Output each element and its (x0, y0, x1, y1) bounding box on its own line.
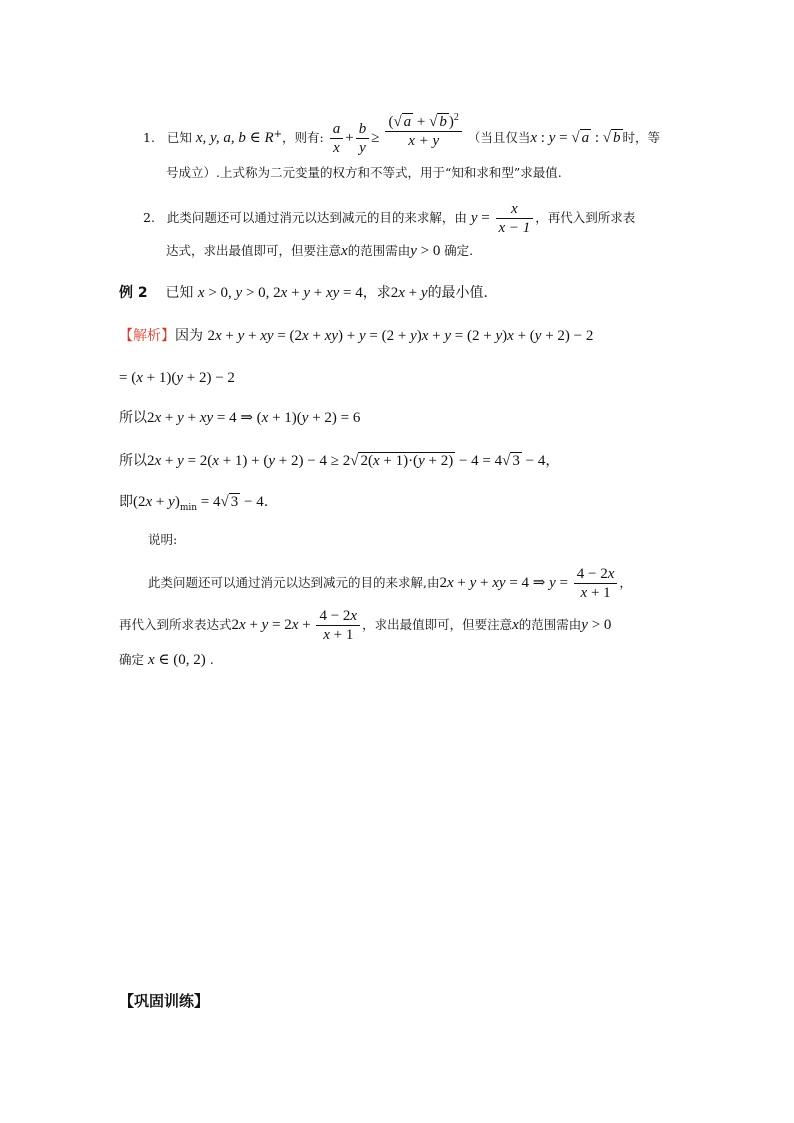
fraction-4-minus-2x-over-x-plus-1: $\frac{4 - 2x}{x + 1}$ (574, 565, 618, 602)
solution-line-3: 所以2x + y + xy = 4 ⇒ (x + 1)(y + 2) = 6 (119, 410, 361, 426)
section-title: 【巩固训练】 (119, 992, 210, 1010)
solution-line-4: 所以2x + y = 2(x + 1) + (y + 2) − 4 ≥ 2√ 2(x + 1)·(y + 2) − 4 = 4√ 3 − 4， (119, 453, 560, 469)
solution-line-2: = (x + 1)(y + 2) − 2 (119, 370, 235, 386)
example-label: 例 2 (119, 285, 148, 301)
fraction-a-over-x: $\frac{a}{x}$ (330, 120, 344, 157)
item-2: 2. 此类问题还可以通过消元以达到减元的目的来求解，由 y = $\frac{x}{x - 1}$ ，再代入到所求表 (143, 201, 636, 236)
item-1-line-2: 号成立）.上式称为二元变量的权方和不等式，用于“知和求和型”求最值. (166, 165, 562, 180)
item-1-number: 1. (143, 130, 155, 145)
solution-line-1: 【解析】因为 2x + y + xy = (2x + xy) + y = (2 + y)x + y = (2 + y)x + (y + 2) − 2 (119, 328, 594, 344)
example-2: 例 2 已知 x > 0, y > 0, 2x + y + xy = 4，求2x + y的最小值. (119, 285, 489, 301)
item-2-number: 2. (143, 210, 155, 225)
remark-line-1: 此类问题还可以通过消元以达到减元的目的来求解,由2x + y + xy = 4 ⇒ y = $\frac{4 - 2x}{x + 1}$ ， (148, 566, 632, 601)
fraction-4-minus-2x-over-x-plus-1-b: $\frac{4 - 2x}{x + 1}$ (316, 607, 360, 644)
item-2-line-2: 达式，求出最值即可，但要注意x的范围需由y > 0 确定. (166, 243, 474, 259)
formula-vars: x (195, 130, 203, 146)
fraction-x-over-x-minus-1: $\frac{x}{x - 1}$ (496, 200, 534, 237)
remark-line-2: 再代入到所求表达式2x + y = 2x + $\frac{4 - 2x}{x + 1}$ ，求出最值即可，但要注意x的范围需由y > 0 (119, 608, 612, 643)
remark-line-3: 确定 x ∈ (0, 2) . (119, 652, 214, 668)
fraction-b-over-y: $\frac{b}{y}$ (356, 120, 370, 157)
solution-tag: 【解析】 (119, 328, 175, 344)
remark-label: 说明: (148, 532, 178, 547)
fraction-power-mean: $\frac{(√ a + √ b )^2}{x + y}$ (385, 109, 461, 150)
solution-line-5: 即$(2x + y)_{min} = 4√$ 3 − 4. (119, 494, 269, 513)
item-1: 1. 已知 x, y, a, b ∈ R+，则有: $\frac{a}{x}$ + $\frac{b}{y}$ ≥ $\frac{(√ a + √ b )^2}{x + y}$ （当且仅当x : y = √ a : √ b 时，等 (143, 120, 660, 157)
